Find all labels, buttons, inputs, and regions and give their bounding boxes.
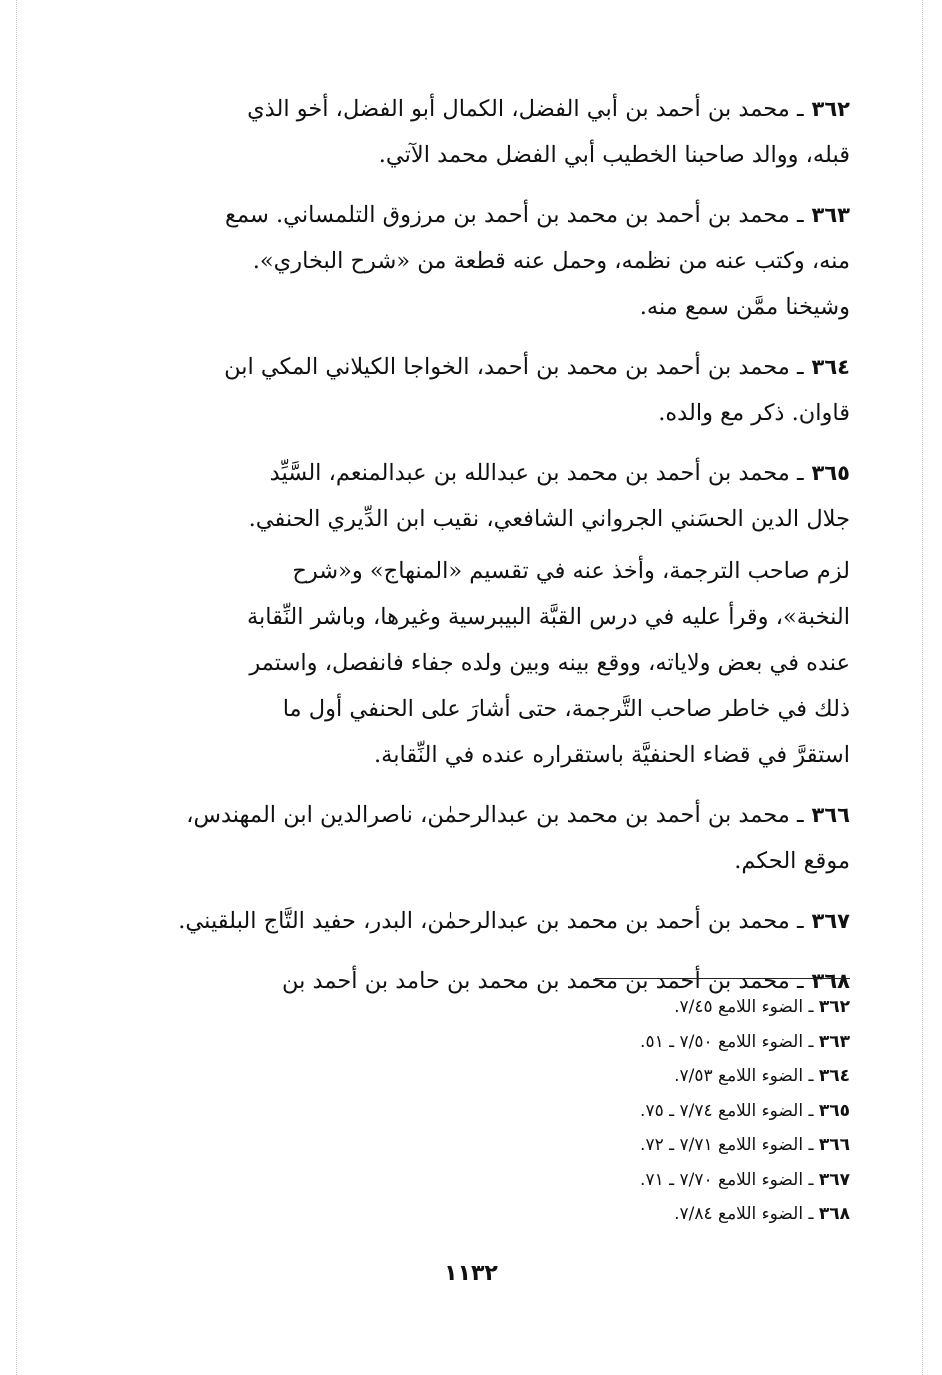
page-number: ١١٣٢ bbox=[444, 1261, 498, 1286]
footnote: ٣٦٧ ـ الضوء اللامع ٧/٧٠ ـ ٧١. bbox=[640, 1169, 850, 1190]
margin-dots-right bbox=[922, 0, 924, 1375]
entry-number: ٣٦٥ bbox=[811, 461, 850, 485]
paragraph-line: عنده في بعض ولاياته، ووقع بينه وبين ولده جفاء فانفصل، واستمر bbox=[249, 650, 850, 676]
entry-number: ٣٦٤ bbox=[811, 355, 850, 379]
entry-line: ٣٦٤ـ محمد بن أحمد بن محمد بن أحمد، الخواجا الكيلاني المكي ابن bbox=[224, 354, 850, 380]
entry-line: وشيخنا ممَّن سمع منه. bbox=[639, 294, 850, 320]
entry-line: قاوان. ذكر مع والده. bbox=[658, 400, 850, 426]
margin-dots-left bbox=[16, 0, 18, 1375]
entry-365-paragraph bbox=[92, 548, 850, 778]
entry-362 bbox=[92, 86, 850, 178]
entry-365 bbox=[92, 450, 850, 542]
footnotes bbox=[640, 990, 850, 1232]
footnote: ٣٦٣ ـ الضوء اللامع ٧/٥٠ ـ ٥١. bbox=[640, 1031, 850, 1052]
entry-line: ٣٦٧ـ محمد بن أحمد بن محمد بن عبدالرحمٰن، البدر، حفيد التَّاج البلقيني. bbox=[178, 908, 850, 934]
entry-number: ٣٦٨ bbox=[811, 969, 850, 993]
entry-line: ٣٦٢ـ محمد بن أحمد بن أبي الفضل، الكمال أبو الفضل، أخو الذي bbox=[247, 96, 850, 122]
entry-line: ٣٦٣ـ محمد بن أحمد بن محمد بن أحمد بن مرزوق التلمساني. سمع bbox=[225, 202, 850, 228]
paragraph-line: استقرَّ في قضاء الحنفيَّة باستقراره عنده في النِّقابة. bbox=[373, 742, 850, 768]
entry-line: جلال الدين الحسَني الجرواني الشافعي، نقيب ابن الدِّيري الحنفي. bbox=[248, 506, 850, 532]
paragraph-line: ذلك في خاطر صاحب التَّرجمة، حتى أشارَ على الحنفي أول ما bbox=[282, 696, 850, 722]
footnote: ٣٦٨ ـ الضوء اللامع ٧/٨٤. bbox=[674, 1204, 850, 1224]
entry-number: ٣٦٦ bbox=[811, 803, 850, 827]
footnote: ٣٦٤ ـ الضوء اللامع ٧/٥٣. bbox=[674, 1066, 850, 1086]
entry-number: ٣٦٣ bbox=[811, 203, 850, 227]
entry-367 bbox=[92, 898, 850, 944]
footnote: ٣٦٥ ـ الضوء اللامع ٧/٧٤ ـ ٧٥. bbox=[640, 1100, 850, 1121]
entry-line: ٣٦٨ـ محمد بن أحمد بن محمد بن محمد بن حامد بن أحمد بن bbox=[282, 968, 850, 994]
entry-line: ٣٦٥ـ محمد بن أحمد بن محمد بن عبدالله بن عبدالمنعم، السَّيِّد bbox=[269, 460, 850, 486]
footnote-separator bbox=[595, 978, 850, 979]
entry-number: ٣٦٧ bbox=[811, 909, 850, 933]
entry-line: ٣٦٦ـ محمد بن أحمد بن محمد بن عبدالرحمٰن، ناصرالدين ابن المهندس، bbox=[186, 802, 850, 828]
entry-line: قبله، ووالد صاحبنا الخطيب أبي الفضل محمد الآتي. bbox=[378, 142, 850, 168]
paragraph-line: النخبة»، وقرأ عليه في درس القبَّة البيبرسية وغيرها، وباشر النِّقابة bbox=[246, 604, 850, 630]
footnote: ٣٦٦ ـ الضوء اللامع ٧/٧١ ـ ٧٢. bbox=[640, 1135, 850, 1155]
main-text bbox=[92, 86, 850, 1018]
entry-number: ٣٦٢ bbox=[811, 97, 850, 121]
entry-363 bbox=[92, 192, 850, 330]
footnote: ٣٦٢ ـ الضوء اللامع ٧/٤٥. bbox=[674, 997, 850, 1017]
entry-366 bbox=[92, 792, 850, 884]
entry-line: منه، وكتب عنه من نظمه، وحمل عنه قطعة من «شرح البخاري». bbox=[252, 248, 850, 274]
entry-364 bbox=[92, 344, 850, 436]
paragraph-line: لزم صاحب الترجمة، وأخذ عنه في تقسيم «المنهاج» و«شرح bbox=[292, 558, 850, 584]
entry-line: موقع الحكم. bbox=[734, 848, 850, 874]
